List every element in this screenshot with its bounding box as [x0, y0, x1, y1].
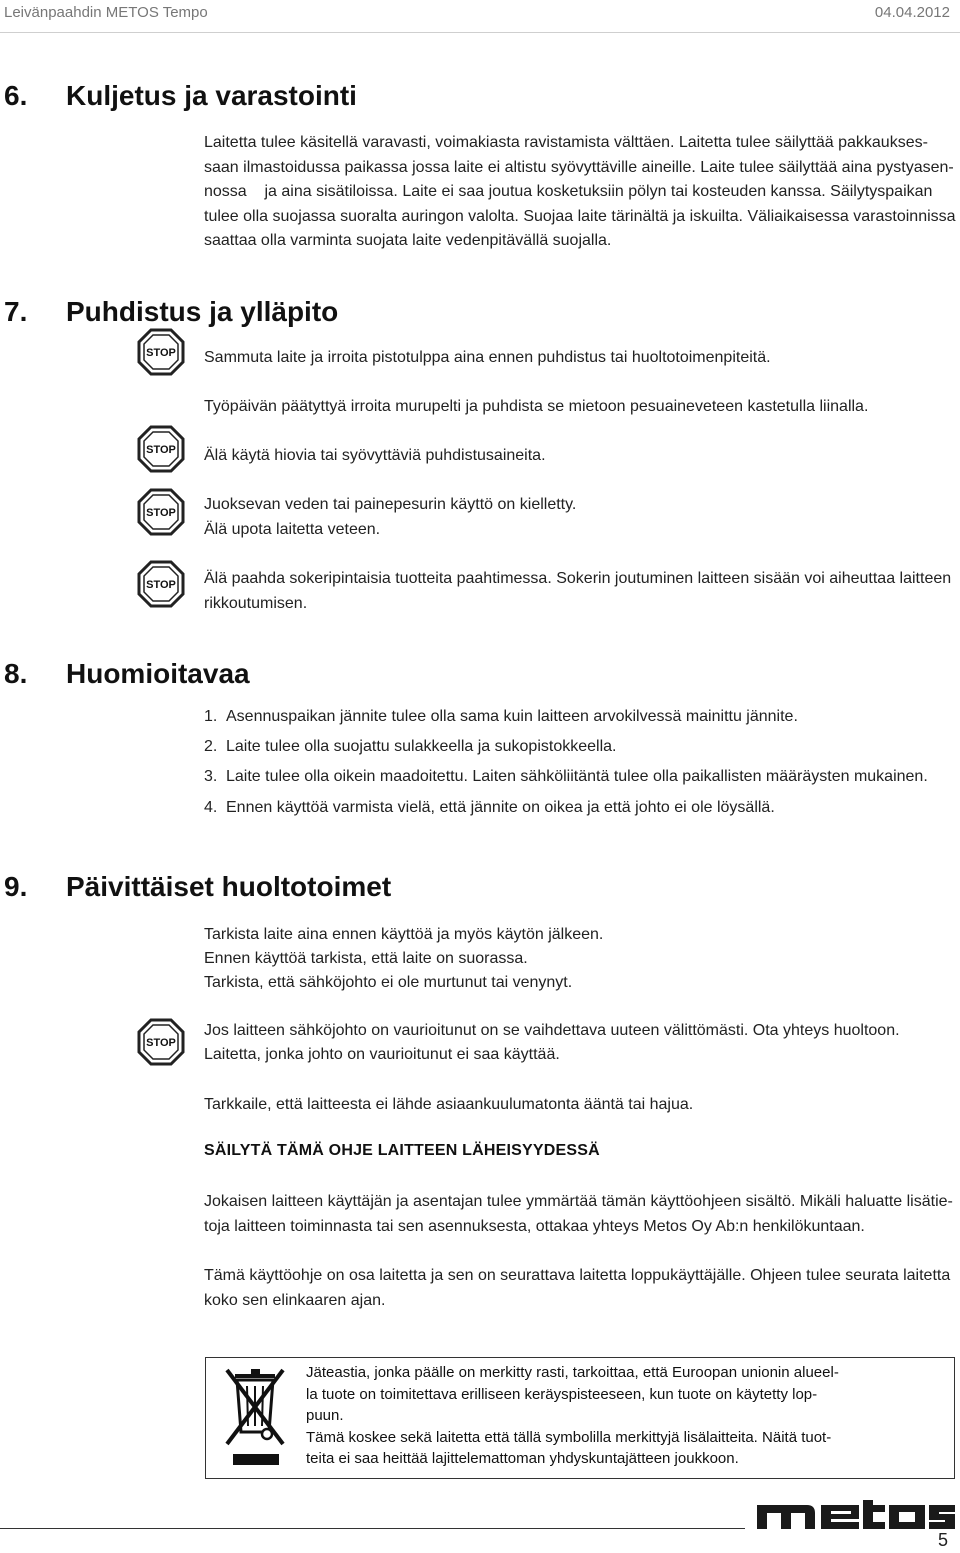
- stop-sign-icon: [137, 1018, 185, 1066]
- section-6-line: nossa ja aina sisätiloissa. Laite ei saa joutua kosketuksiin pölyn tai kosteuden kanssa. Säilytyspaikan: [204, 183, 933, 201]
- list-item-text: Ennen käyttöä varmista vielä, että jännite on oikea ja että johto ei ole löysällä.: [226, 799, 775, 816]
- crossed-out-wheelie-bin-icon: [221, 1362, 291, 1470]
- section-9-title: Päivittäiset huoltotoimet: [66, 871, 392, 902]
- header-divider: [0, 32, 960, 33]
- daily-check-1: Tarkista laite aina ennen käyttöä ja myös käytön jälkeen.: [204, 926, 604, 943]
- daily-check-2: Ennen käyttöä tarkista, että laite on suorassa.: [204, 950, 528, 967]
- weee-line: la tuote on toimitettava erilliseen keräyspisteeseen, kun tuote on käytetty lop-: [306, 1385, 818, 1403]
- daily-check-3: Tarkista, että sähköjohto ei ole murtunut tai venynyt.: [204, 974, 573, 991]
- footer-divider: [0, 1528, 745, 1529]
- keep-manual-notice: SÄILYTÄ TÄMÄ OHJE LAITTEEN LÄHEISYYDESSÄ: [204, 1142, 600, 1159]
- section-6-title: Kuljetus ja varastointi: [66, 80, 357, 111]
- svg-text:STOP: STOP: [146, 444, 176, 456]
- svg-text:STOP: STOP: [146, 579, 176, 591]
- manual-note-2a: Tämä käyttöohje on osa laitetta ja sen on seurattava laitetta loppukäyttäjälle. Ohjeen tulee seurata laitetta: [204, 1267, 951, 1284]
- section-8-number: 8.: [4, 658, 28, 689]
- section-6-line: tulee olla suojassa suoralta auringon valolta. Suojaa laite tärinältä ja iskuilta. Väliaikaisessa varastoinnissa: [204, 207, 956, 225]
- weee-line: Jäteastia, jonka päälle on merkitty rasti, tarkoittaa, että Euroopan unionin alueel-: [306, 1364, 839, 1381]
- list-item: [204, 708, 798, 726]
- stop-sign-icon: [137, 425, 185, 473]
- manual-note-1a: Jokaisen laitteen käyttäjän ja asentajan tulee ymmärtää tämän käyttöohjeen sisältö. Mikäli haluatte lisätie-: [204, 1193, 953, 1210]
- weee-line: Tämä koskee sekä laitetta että tällä symbolilla merkittyjä lisälaitteita. Näitä tuot-: [306, 1428, 832, 1446]
- list-item-number: 2.: [204, 738, 218, 755]
- list-item-number: 1.: [204, 708, 218, 725]
- cord-warning-2: Laitetta, jonka johto on vaurioitunut ei saa käyttää.: [204, 1046, 560, 1063]
- page-number: 5: [937, 1530, 948, 1550]
- cord-warning-1: Jos laitteen sähköjohto on vaurioitunut on se vaihdettava uuteen välittömästi. Ota yhteys huoltoon.: [204, 1022, 900, 1039]
- stop-sign-icon: [137, 560, 185, 608]
- document-title: Leivänpaahdin METOS Tempo: [4, 4, 208, 21]
- section-6-number: 6.: [4, 80, 28, 111]
- section-6-body: [204, 131, 956, 254]
- weee-line: puun.: [306, 1407, 344, 1424]
- weee-line: teita ei saa heittää lajittelemattoman yhdyskuntajätteen joukkoon.: [306, 1450, 739, 1467]
- noise-smell-note: Tarkkaile, että laitteesta ei lähde asiaankuulumatonta ääntä tai hajua.: [204, 1096, 694, 1113]
- cleaning-note-1: Sammuta laite ja irroita pistotulppa aina ennen puhdistus tai huoltotoimenpiteitä.: [204, 349, 771, 366]
- cleaning-note-5a: Älä paahda sokeripintaisia tuotteita paahtimessa. Sokerin joutuminen laitteen sisään voi aiheuttaa laitteen: [204, 570, 952, 587]
- cleaning-note-5b: rikkoutumisen.: [204, 595, 308, 612]
- manual-note-1b: toja laitteen toiminnasta tai sen asennuksesta, ottakaa yhteys Metos Oy Ab:n henkilökuntaan.: [204, 1218, 865, 1235]
- list-item: [204, 799, 775, 817]
- manual-note-2b: koko sen elinkaaren ajan.: [204, 1292, 386, 1309]
- section-6-line: Laitetta tulee käsitellä varavasti, voimakiasta ravistamista välttäen. Laitetta tulee säilyttää pakkaukses-: [204, 134, 928, 151]
- section-7-number: 7.: [4, 296, 28, 327]
- section-9-number: 9.: [4, 871, 28, 902]
- document-date: 04.04.2012: [874, 4, 950, 21]
- section-8-title: Huomioitavaa: [66, 658, 250, 689]
- list-item: [204, 738, 616, 756]
- section-7-title: Puhdistus ja ylläpito: [66, 296, 339, 327]
- cleaning-note-4a: Juoksevan veden tai painepesurin käyttö on kielletty.: [204, 496, 577, 513]
- svg-text:STOP: STOP: [146, 1037, 176, 1049]
- svg-text:STOP: STOP: [146, 507, 176, 519]
- list-item-text: Laite tulee olla oikein maadoitettu. Laiten sähköliitäntä tulee olla paikallisten määräysten mukainen.: [226, 768, 928, 785]
- list-item-text: Laite tulee olla suojattu sulakkeella ja sukopistokkeella.: [226, 738, 617, 755]
- cleaning-note-3: Älä käytä hiovia tai syövyttäviä puhdistusaineita.: [204, 447, 546, 464]
- stop-sign-icon: [137, 328, 185, 376]
- list-item-number: 3.: [204, 768, 218, 785]
- section-6-line: saan ilmastoidussa paikassa jossa laite ei altistu syövyttäville aineille. Laite tulee säilyttää aina pystyasen-: [204, 158, 954, 176]
- stop-sign-icon: [137, 488, 185, 536]
- cleaning-note-4b: Älä upota laitetta veteen.: [204, 521, 381, 538]
- list-item: [204, 768, 928, 786]
- weee-notice-text: [306, 1362, 946, 1470]
- cleaning-note-2: Työpäivän päätyttyä irroita murupelti ja puhdista se mietoon pesuaineveteen kastetulla liinalla.: [204, 398, 869, 415]
- section-6-line: saattaa olla varminta suojata laite vedenpitävällä suojalla.: [204, 232, 612, 250]
- metos-logo: [755, 1499, 955, 1531]
- list-item-number: 4.: [204, 799, 218, 816]
- svg-text:STOP: STOP: [146, 347, 176, 359]
- list-item-text: Asennuspaikan jännite tulee olla sama kuin laitteen arvokilvessä mainittu jännite.: [226, 708, 798, 725]
